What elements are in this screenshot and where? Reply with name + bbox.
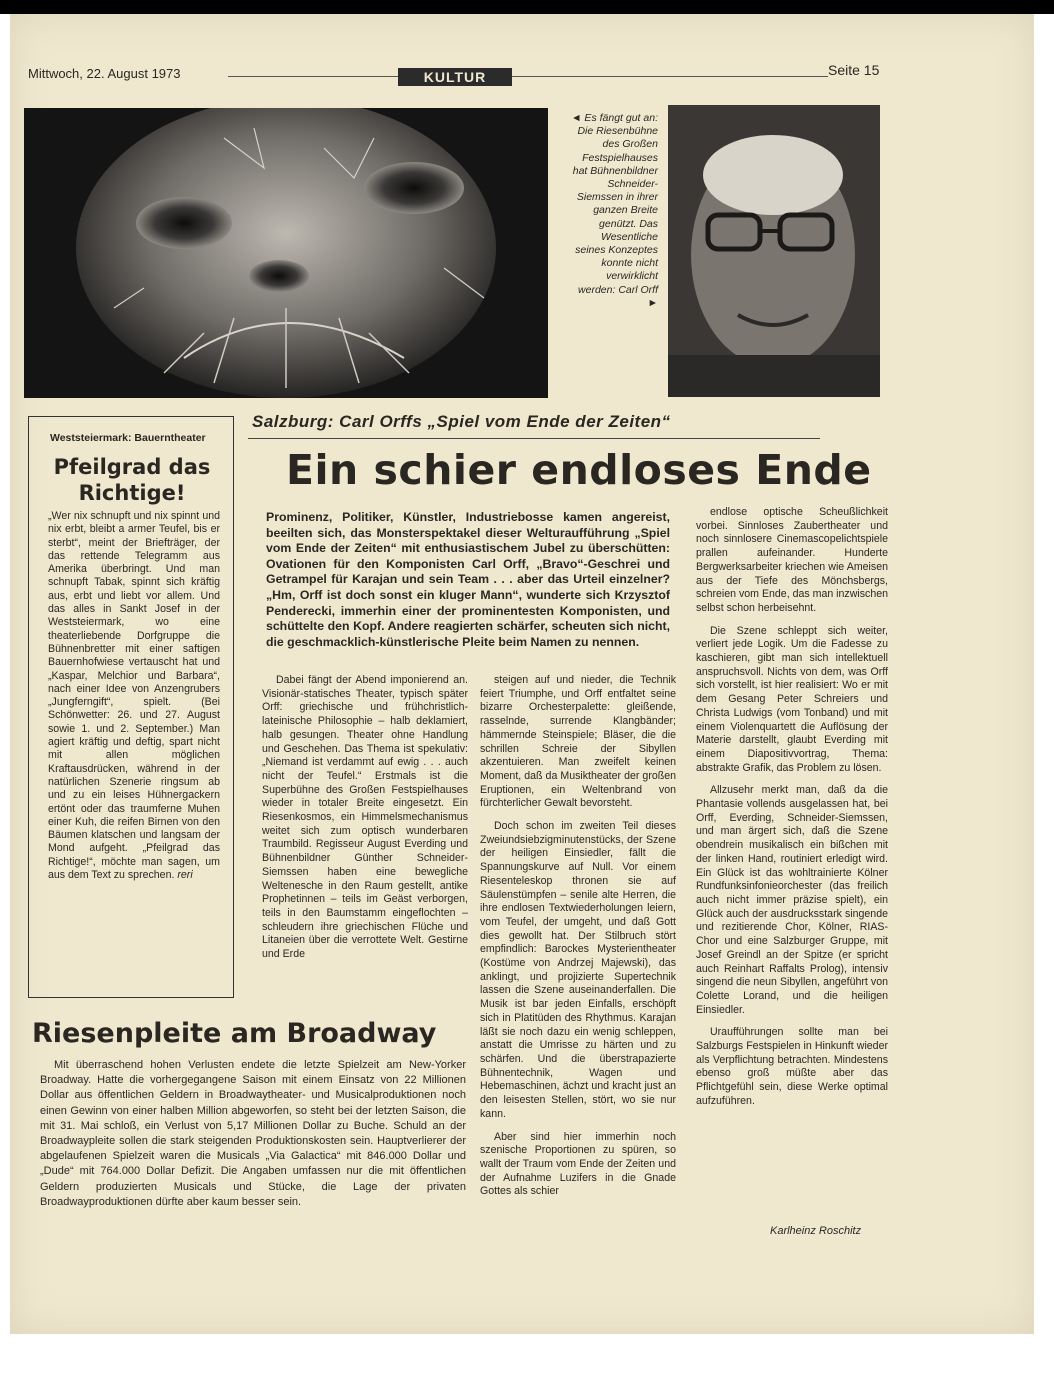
sidebar-title: Pfeilgrad das Richtige! xyxy=(53,455,211,505)
article-paragraph: Doch schon im zweiten Teil dieses Zweiundsiebzigminutenstücks, der Szene der heiligen Einsiedler, fällt die Spannungskurve auf Null. Vor einem Riesenteleskop thronen sie auf Säulenstümpfen – senile alte Herren, die ihre endlosen Textwiederholungen leiern, vom Teufel, der umgeht, und daß Gott dies gewollt hat. Der Stilbruch stört empfindlich: Barockes Mysterientheater (Kostüme von Andrzej Majewski), das anklingt, und projizierte Supertechnik lassen die Szene auseinanderfallen. Die Musik ist bar jeden Einfalls, erschöpft sich in Platitüden des Rhythmus. Karajan läßt sie noch dazu ein wenig schleppen, anstatt die Umrisse zu härten und zu schärfen. Und die überstrapazierte Bühnentechnik, Wagen und Hebemaschinen, ächzt und kracht just an den leisesten Stellen, stört, wo sie nur kann. xyxy=(480,820,676,1120)
broadway-headline: Riesenpleite am Broadway xyxy=(32,1018,437,1049)
article-lead: Prominenz, Politiker, Künstler, Industriebosse kamen angereist, beeilten sich, das Monsterspektakel dieser Welturaufführung „Spiel vom Ende der Zeiten“ mit enthusiastischem Jubel zu überschütten: Ovationen für den Komponisten Carl Orff, „Bravo“-Geschrei und Getrampel für Karajan und sein Team . . . aber das Urteil einzelner? „Hm, Orff ist doch sonst ein kluger Mann“, wunderte sich Krzysztof Penderecki, immerhin einer der prominentesten Komponisten, und schüttelte den Kopf. Andere reagierten schärfer, scheuten sich nicht, die geschmacklich-künstlerische Pleite beim Namen zu nennen. xyxy=(266,510,670,649)
article-paragraph: steigen auf und nieder, die Technik feiert Triumphe, und Orff entfaltet seine bizarre Orchesterpalette: gleißende, rasselnde, surrende Klangbänder; hämmernde Steinspiele; Bläser, die die schrillen Schreie der Sibyllen akzentuieren. Man zweifelt keinen Moment, daß da Musiktheater der großen Eruptionen, ein Weltenbrand von fürchterlicher Gewalt bevorsteht. xyxy=(480,674,676,810)
article-topic: Salzburg: Carl Orffs „Spiel vom Ende der Zeiten“ xyxy=(252,412,671,431)
stage-photo-image xyxy=(24,108,548,398)
sidebar-body-text: „Wer nix schnupft und nix spinnt und nix erbt, bleibt a armer Teufel, bis er sterbt“, meint der Briefträger, der das rettende Telegramm aus Amerika überbringt. Und man schnupft Tabak, spinnt sich kräftig aus, erbt und liebt vor allem. Und das alles in Sankt Josef in der Weststeiermark, wo eine theaterliebende Dorfgruppe die Bühnenbretter mit einer saftigen Bauernhofwiese vertauscht hat und „Kaspar, Melchior und Barbara“, nach einer Idee von Anzengrubers „Jungferngift“, spielt. (Bei Schönwetter: 26. und 27. August sowie 1. und 2. September.) Man agiert kräftig und deftig, spart nicht mit allen möglichen Kraftausdrücken, während in der natürlichen Szenerie ringsum ab und zu ein leises Hühnergackern ertönt oder das traumferne Muhen einer Kuh, die reifen Birnen von den Bäumen klatschen und langsam der Mond aufgeht. „Pfeilgrad das Richtige!“, möchte man sagen, um aus dem Text zu sprechen. xyxy=(48,510,220,882)
page-number: Seite 15 xyxy=(828,62,880,78)
broadway-body: Mit überraschend hohen Verlusten endete die letzte Spielzeit am New-Yorker Broadway. Hatte die vorhergegangene Saison mit einem Einsatz von 22 Millionen Dollar aus öffentlichen Geldern in Broadwaytheater- und Musicalproduktionen noch einen Gewinn von einer halben Million abgeworfen, so steht bei der letzten Saison, die mit 31. Mai schloß, ein Verlust von 5,17 Millionen Dollar zu Buche. Schuld an der Broadwaypleite sollen die stark steigenden Produktionskosten sein. Hauptverlierer der abgelaufenen Spielzeit waren die Musicals „Via Galactica“ mit 846.000 Dollar und „Dude“ mit 764.000 Dollar Defizit. Die Angaben umfassen nur die mit öffentlichen Geldern produzierten Musicals und Stücke, die Lage der privaten Broadwayproduktionen dürfte aber kaum besser sein. xyxy=(40,1059,466,1208)
header-rule-left xyxy=(228,76,400,77)
portrait-photo xyxy=(668,105,880,397)
article-paragraph: Aber sind hier immerhin noch szenische Proportionen zu spüren, so wallt der Traum vom Ende der Zeiten und der Aufnahme Luzifers in die Gnade Gottes als schier xyxy=(480,1130,676,1198)
sidebar-body xyxy=(48,510,220,882)
article-paragraph: Die Szene schleppt sich weiter, verliert jede Logik. Um die Fadesse zu kaschieren, gibt man sich intellektuell anspruchsvoll. Nichts von dem, was Orff sich vorstellt, ist hier realisiert: Wo er mit dem Gesang Peter Schreiers und Christa Ludwigs (vom Tonband) und mit einem Violenquartett die Auflösung der Materie darstellt, glaubt Everding mit einem Diapositivvortrag, Thema: abstrakte Grafik, das Problem zu lösen. xyxy=(696,624,888,774)
portrait-image xyxy=(668,105,880,397)
sidebar-kicker: Weststeiermark: Bauerntheater xyxy=(50,432,206,444)
article-paragraph: Allzusehr merkt man, daß da die Phantasie vollends ausgelassen hat, bei Orff, Everding, Schneider-Siemssen, und man ärgert sich, daß die Szene obendrein musikalisch ein bißchen mit der linken Hand, routiniert erledigt wird. Ein Glück ist das wohltrainierte Kölner Rundfunksinfonieorchester (das freilich auch nicht immer präzise spielt), ein Glück auch der ausdrucksstark singende und rezitierende Chor, Kölner, RIAS-Chor und eine Salzburger Gruppe, mit Josef Greindl an der Spitze (er spricht auch Reinhart Raffalts Prolog), intensiv singend die neun Sibyllen, angeführt von Colette Lorand, und die heiligen Einsiedler. xyxy=(696,784,888,1016)
article-paragraph: Uraufführungen sollte man bei Salzburgs Festspielen in Hinkunft wieder als Verpflichtung betrachten. Mindestens ebenso groß müßte aber das Pflichtgefühl sein, diese Werke optimal aufzuführen. xyxy=(696,1026,888,1107)
topic-rule xyxy=(248,438,820,439)
article-column-3 xyxy=(696,506,888,1118)
article-column-1 xyxy=(262,674,468,971)
article-paragraph: Dabei fängt der Abend imponierend an. Visionär-statisches Theater, typisch später Orff: griechische und frühchristlich-lateinische Philosophie – halb deklamiert, halb gesungen. Theater ohne Handlung und Geschehen. Das Thema ist spekulativ: „Niemand ist verdammt auf ewig . . . auch nicht der Teufel.“ Erstmals ist die Superbühne des Großen Festspielhauses wieder in totaler Breite eingesetzt. Ein Riesenkosmos, ein Himmelsmechanismus weitet sich zum optisch wunderbaren Traumbild. Regisseur August Everding und Bühnenbildner Günther Schneider-Siemssen haben eine bewegliche Weltenesche in den Raum gestellt, antike Prophetinnen – teils im Geäst verborgen, teils in den Baumstamm eingeflochten – schleudern ihre griechischen Flüche und Litaneien über die verrottete Welt. Gestirne und Erde xyxy=(262,674,468,961)
article-column-2 xyxy=(480,674,676,1208)
section-label: KULTUR xyxy=(398,68,512,86)
dateline: Mittwoch, 22. August 1973 xyxy=(28,66,181,81)
scan-top-border xyxy=(0,0,1054,14)
stage-photo xyxy=(24,108,548,398)
photo-caption: ◄ Es fängt gut an: Die Riesenbühne des Großen Festspielhauses hat Bühnenbildner Schneider-Siemssen in ihrer ganzen Breite genützt. Das Wesentliche seines Konzeptes konnte nicht verwirklicht werden: Carl Orff ► xyxy=(571,112,658,309)
article-author: Karlheinz Roschitz xyxy=(770,1225,862,1237)
header-rule-right xyxy=(512,76,828,77)
article-paragraph: endlose optische Scheußlichkeit vorbei. Sinnloses Zaubertheater und noch sinnlosere Cinemascopelichtspiele prallen aufeinander. Hunderte Bergwerksarbeiter kriechen wie Ameisen aus der Tiefe des Mönchsbergs, schreien vom Ende, das man inzwischen selbst schon herbeisehnt. xyxy=(696,506,888,614)
sidebar-signature: reri xyxy=(177,869,193,882)
article-headline: Ein schier endloses Ende xyxy=(286,446,872,494)
